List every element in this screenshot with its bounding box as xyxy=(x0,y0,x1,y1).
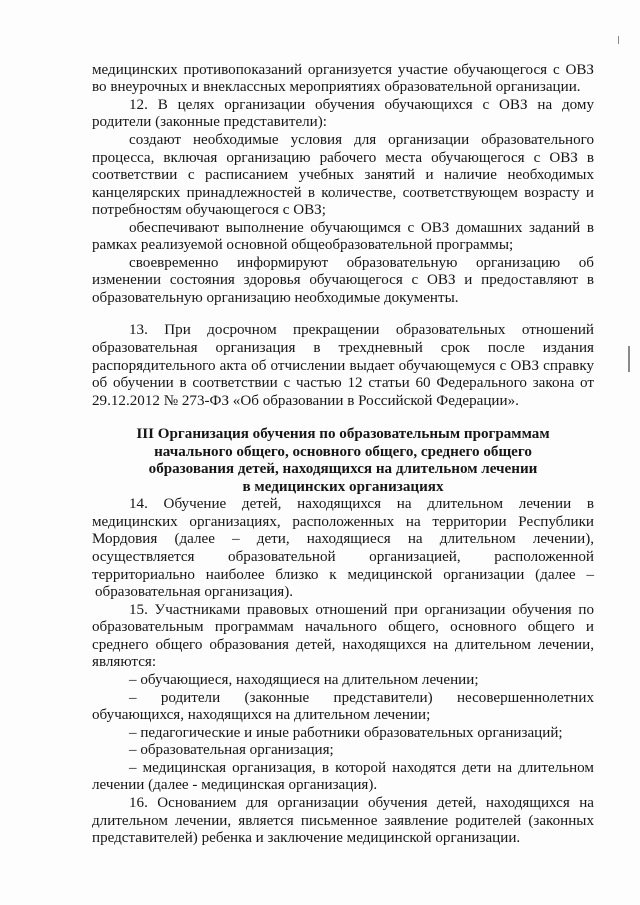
paragraph-14-start: 14. Обучение детей, находящихся на длительном лечении в xyxy=(129,496,594,512)
text-line: обеспечивают выполнение обучающимся с ОВЗ домашних заданий в xyxy=(129,220,594,236)
list-item: – обучающиеся, находящиеся на длительном лечении; xyxy=(129,672,479,688)
section-heading: начального общего, основного общего, среднего общего xyxy=(154,444,532,460)
scan-edge-mark xyxy=(618,36,619,44)
list-item: – родители (законные представители) несовершеннолетних xyxy=(129,690,594,706)
text-line: потребностям обучающегося с ОВЗ; xyxy=(92,202,326,218)
text-line: среднего общего образования детей, находящихся на длительном лечении, xyxy=(92,637,594,653)
list-item: – педагогические и иные работники образовательных организаций; xyxy=(129,725,563,741)
text-line: осуществляется образовательной организацией, расположенной xyxy=(92,549,594,565)
text-line: канцелярских принадлежностей в количестве, соответствующем возрасту и xyxy=(92,185,594,201)
text-line: медицинских противопоказаний организуется участие обучающегося с ОВЗ xyxy=(92,62,594,78)
paragraph-15-start: 15. Участниками правовых отношений при организации обучения по xyxy=(129,602,594,618)
text-line: процесса, включая организацию рабочего места обучающегося с ОВЗ в xyxy=(92,150,594,166)
paragraph-16-start: 16. Основанием для организации обучения детей, находящихся на xyxy=(129,795,594,811)
text-line: рамках реализуемой основной общеобразовательной программы; xyxy=(92,237,514,253)
section-heading: образования детей, находящихся на длительном лечении xyxy=(148,461,538,477)
text-line: родители (законные представители): xyxy=(92,114,327,130)
text-line: образовательную организацию необходимые документы. xyxy=(92,290,459,306)
text-line: образовательным программам начального общего, основного общего и xyxy=(92,619,594,635)
text-line: образовательная организация в трехдневный срок после издания xyxy=(92,340,594,356)
text-line: медицинских организациях, расположенных на территории Республики xyxy=(92,514,594,530)
section-heading: в медицинских организациях xyxy=(242,479,444,495)
text-line: лечении (далее - медицинская организация). xyxy=(92,777,378,793)
scan-edge-mark xyxy=(628,346,630,372)
text-line: являются: xyxy=(92,654,157,670)
text-line: создают необходимые условия для организации образовательного xyxy=(129,132,594,148)
text-line: соответствии с расписанием учебных занятий и наличие необходимых xyxy=(92,167,594,183)
text-line: во внеурочных и внеклассных мероприятиях образовательной организации. xyxy=(92,79,581,95)
text-line: длительном лечении, является письменное заявление родителей (законных xyxy=(92,813,594,829)
paragraph-12-start: 12. В целях организации обучения обучающихся с ОВЗ на дому xyxy=(129,97,594,113)
text-line: представителей) ребенка и заключение медицинской организации. xyxy=(92,830,521,846)
text-line: 29.12.2012 № 273-ФЗ «Об образовании в Российской Федерации». xyxy=(92,393,519,409)
paragraph-13-start: 13. При досрочном прекращении образовательных отношений xyxy=(129,322,594,338)
list-item: – образовательная организация; xyxy=(129,742,334,758)
text-line: Мордовия (далее – дети, находящиеся на длительном лечении), xyxy=(92,531,594,547)
section-heading: III Организация обучения по образовательным программам xyxy=(136,426,550,442)
text-line: своевременно информируют образовательную организацию об xyxy=(129,255,594,271)
text-line: распорядительного акта об отчислении выдает обучающемуся с ОВЗ справку xyxy=(92,358,594,374)
text-line: территориально наиболее близко к медицинской организации (далее – xyxy=(92,567,594,583)
text-line: образовательная организация). xyxy=(95,584,294,600)
text-line: изменении состояния здоровья обучающегося с ОВЗ и предоставляют в xyxy=(92,272,594,288)
text-line: об обучении в соответствии с частью 12 статьи 60 Федерального закона от xyxy=(92,375,594,391)
list-item: – медицинская организация, в которой находятся дети на длительном xyxy=(129,760,594,776)
text-line: обучающихся, находящихся на длительном лечении; xyxy=(92,707,431,723)
